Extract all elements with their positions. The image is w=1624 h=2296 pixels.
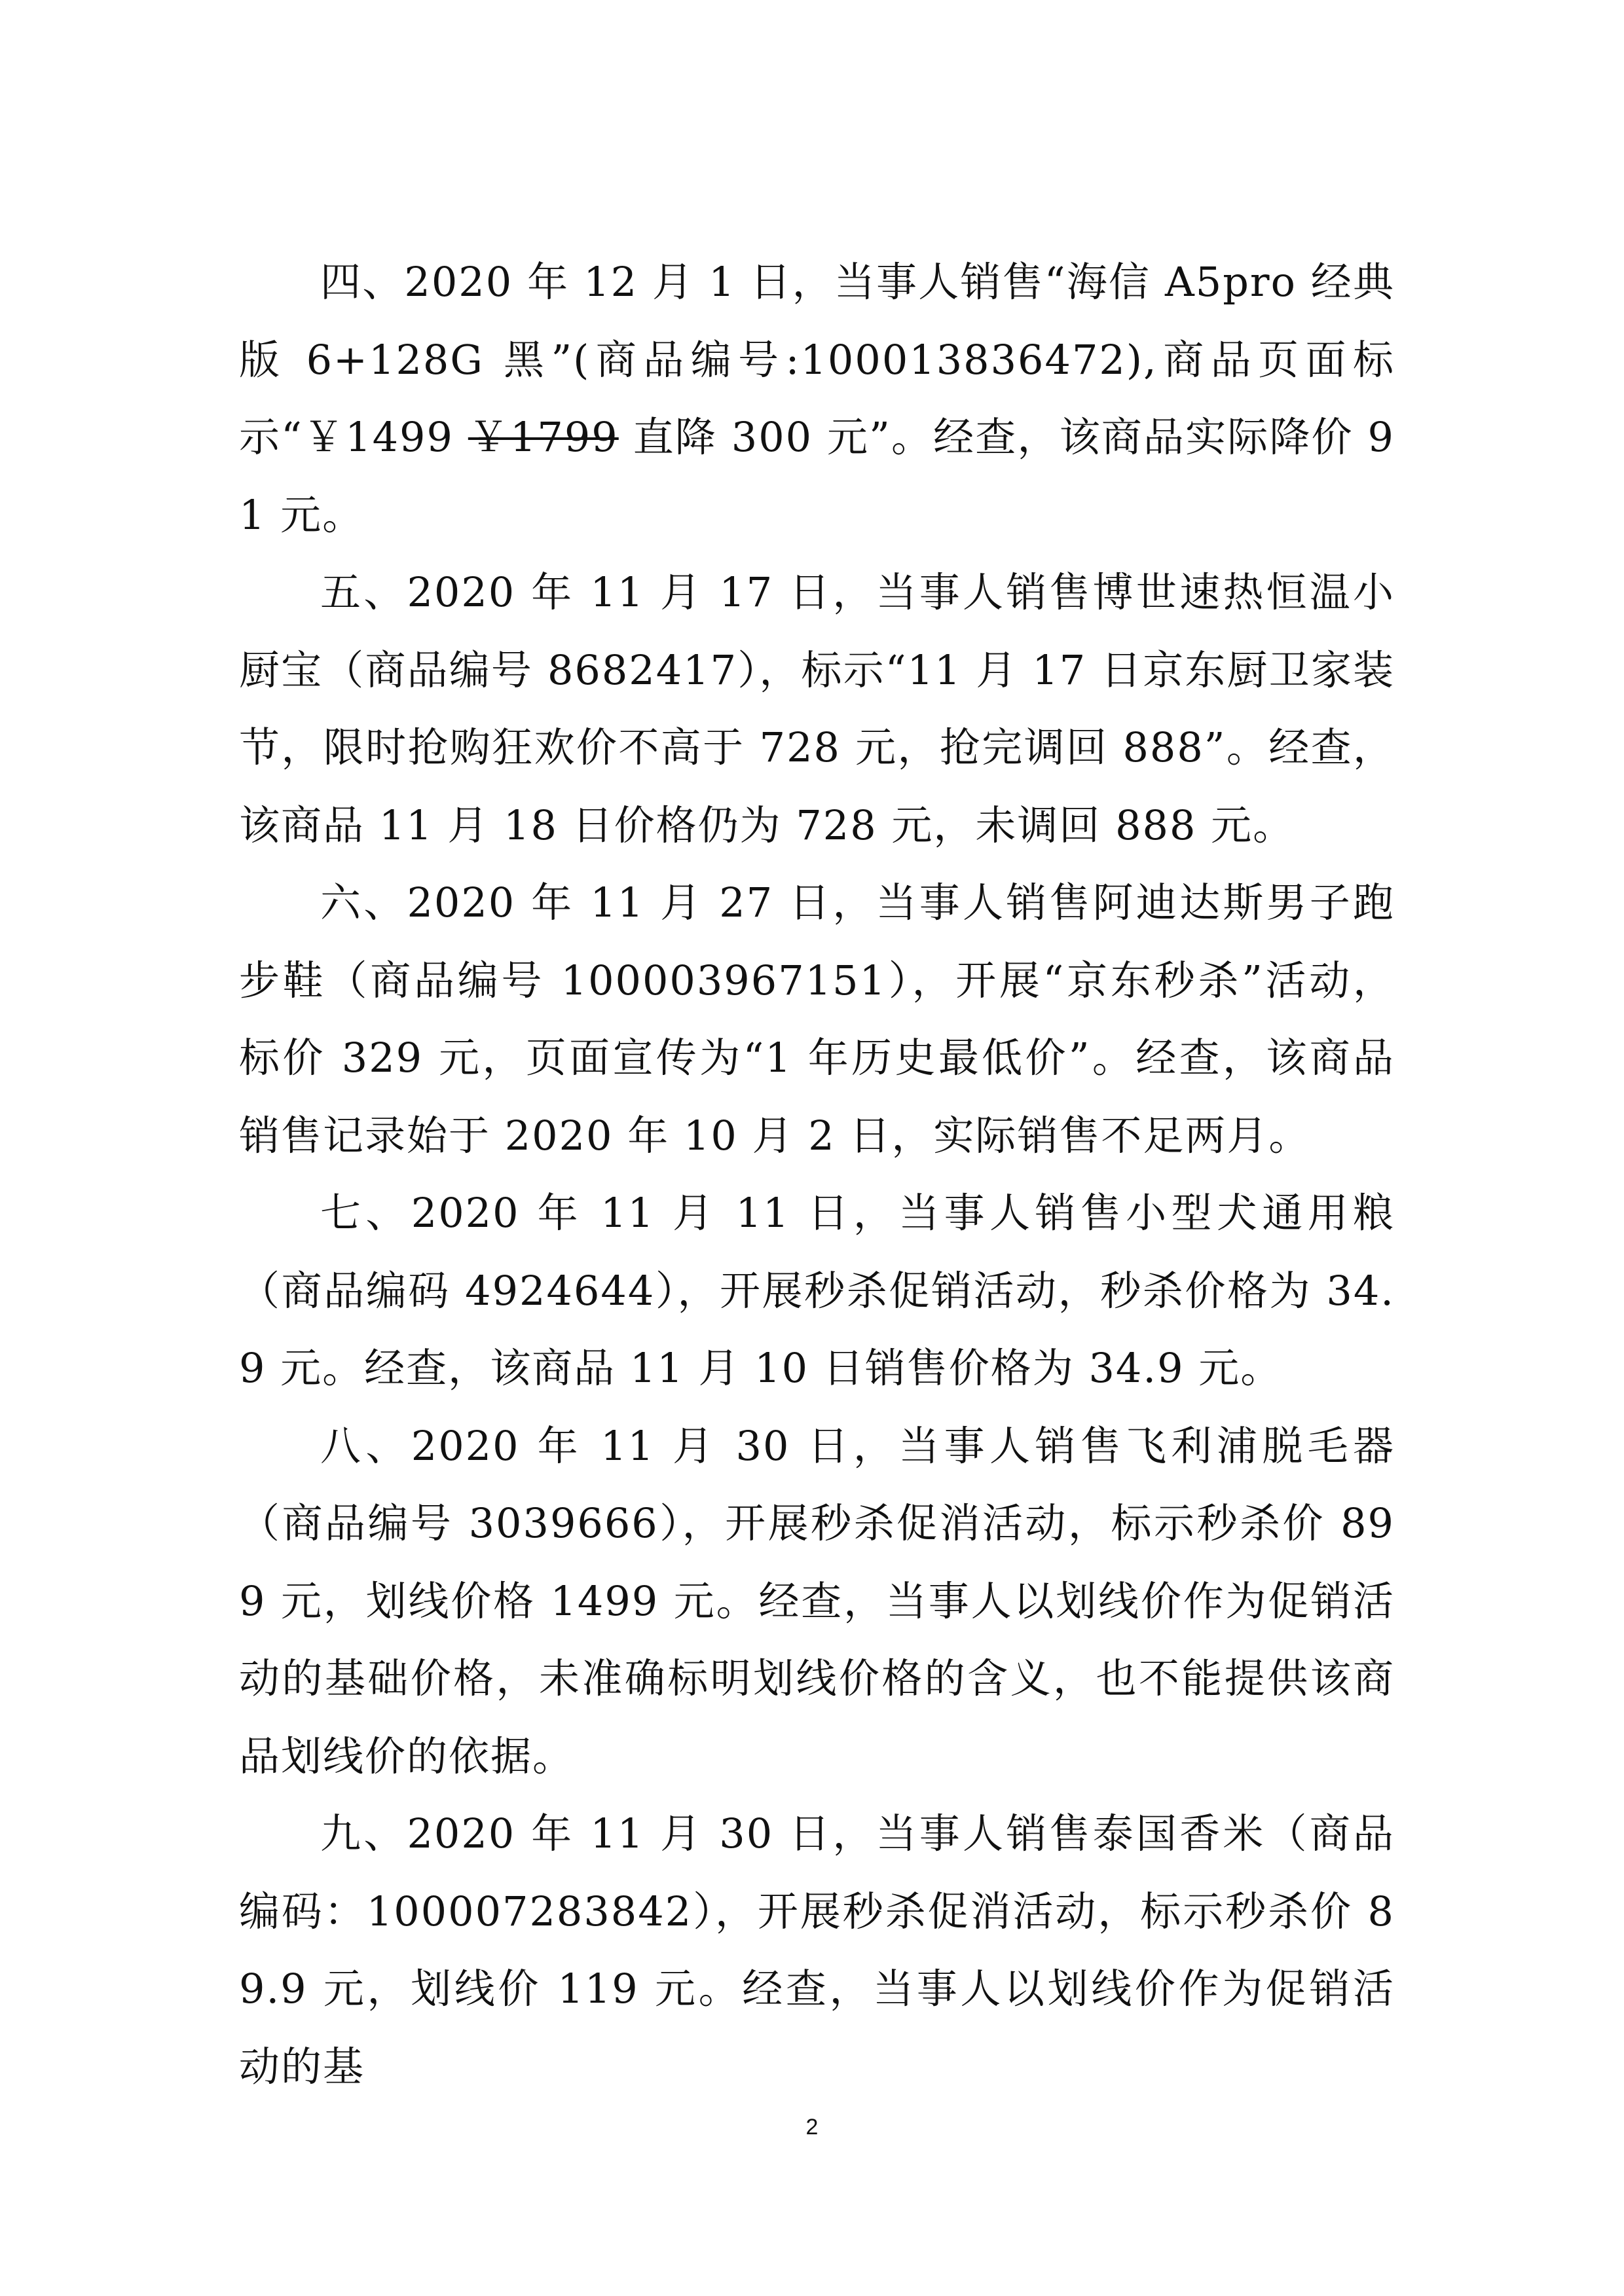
page-number: 2 bbox=[805, 2115, 819, 2140]
paragraph-8: 八、2020 年 11 月 30 日，当事人销售飞利浦脱毛器（商品编号 3039666），开展秒杀促消活动，标示秒杀价 899 元，划线价格 1499 元。经查，当事人以划线价作为促销活动的基础价格，未准确标明划线价格的含义，也不能提供该商品划线价的依据。 bbox=[239, 1421, 1395, 1780]
paragraph-4-text-a: 四、2020 年 12 月 1 日，当事人销售“海信 A5pro 经典版 6+128G 黑”(商品编号:100013836472),商品页面标示“￥1499 bbox=[239, 258, 1395, 461]
paragraph-9: 九、2020 年 11 月 30 日，当事人销售泰国香米（商品编码：100007283842），开展秒杀促消活动，标示秒杀价 89.9 元，划线价 119 元。经查，当事人以划线价作为促销活动的基 bbox=[239, 1810, 1395, 2090]
struck-through-price: ￥1799 bbox=[468, 413, 619, 461]
paragraph-4-text-b: 直降 300 元”。经查，该商品实际降价 91 元。 bbox=[239, 413, 1395, 539]
paragraph-5: 五、2020 年 11 月 17 日，当事人销售博世速热恒温小厨宝（商品编号 8682417），标示“11 月 17 日京东厨卫家装节，限时抢购狂欢价不高于 728 元，抢完调回 888”。经查，该商品 11 月 18 日价格仍为 728 元，未调回 888 元。 bbox=[239, 568, 1395, 849]
body-text bbox=[239, 244, 1395, 2105]
paragraph-7: 七、2020 年 11 月 11 日，当事人销售小型犬通用粮（商品编码 4924644），开展秒杀促销活动，秒杀价格为 34.9 元。经查，该商品 11 月 10 日销售价格为 34.9 元。 bbox=[239, 1189, 1395, 1392]
paragraph-6: 六、2020 年 11 月 27 日，当事人销售阿迪达斯男子跑步鞋（商品编号 100003967151），开展“京东秒杀”活动，标价 329 元，页面宣传为“1 年历史最低价”。经查，该商品销售记录始于 2020 年 10 月 2 日，实际销售不足两月。 bbox=[239, 879, 1395, 1159]
paragraph-4 bbox=[239, 244, 1395, 554]
